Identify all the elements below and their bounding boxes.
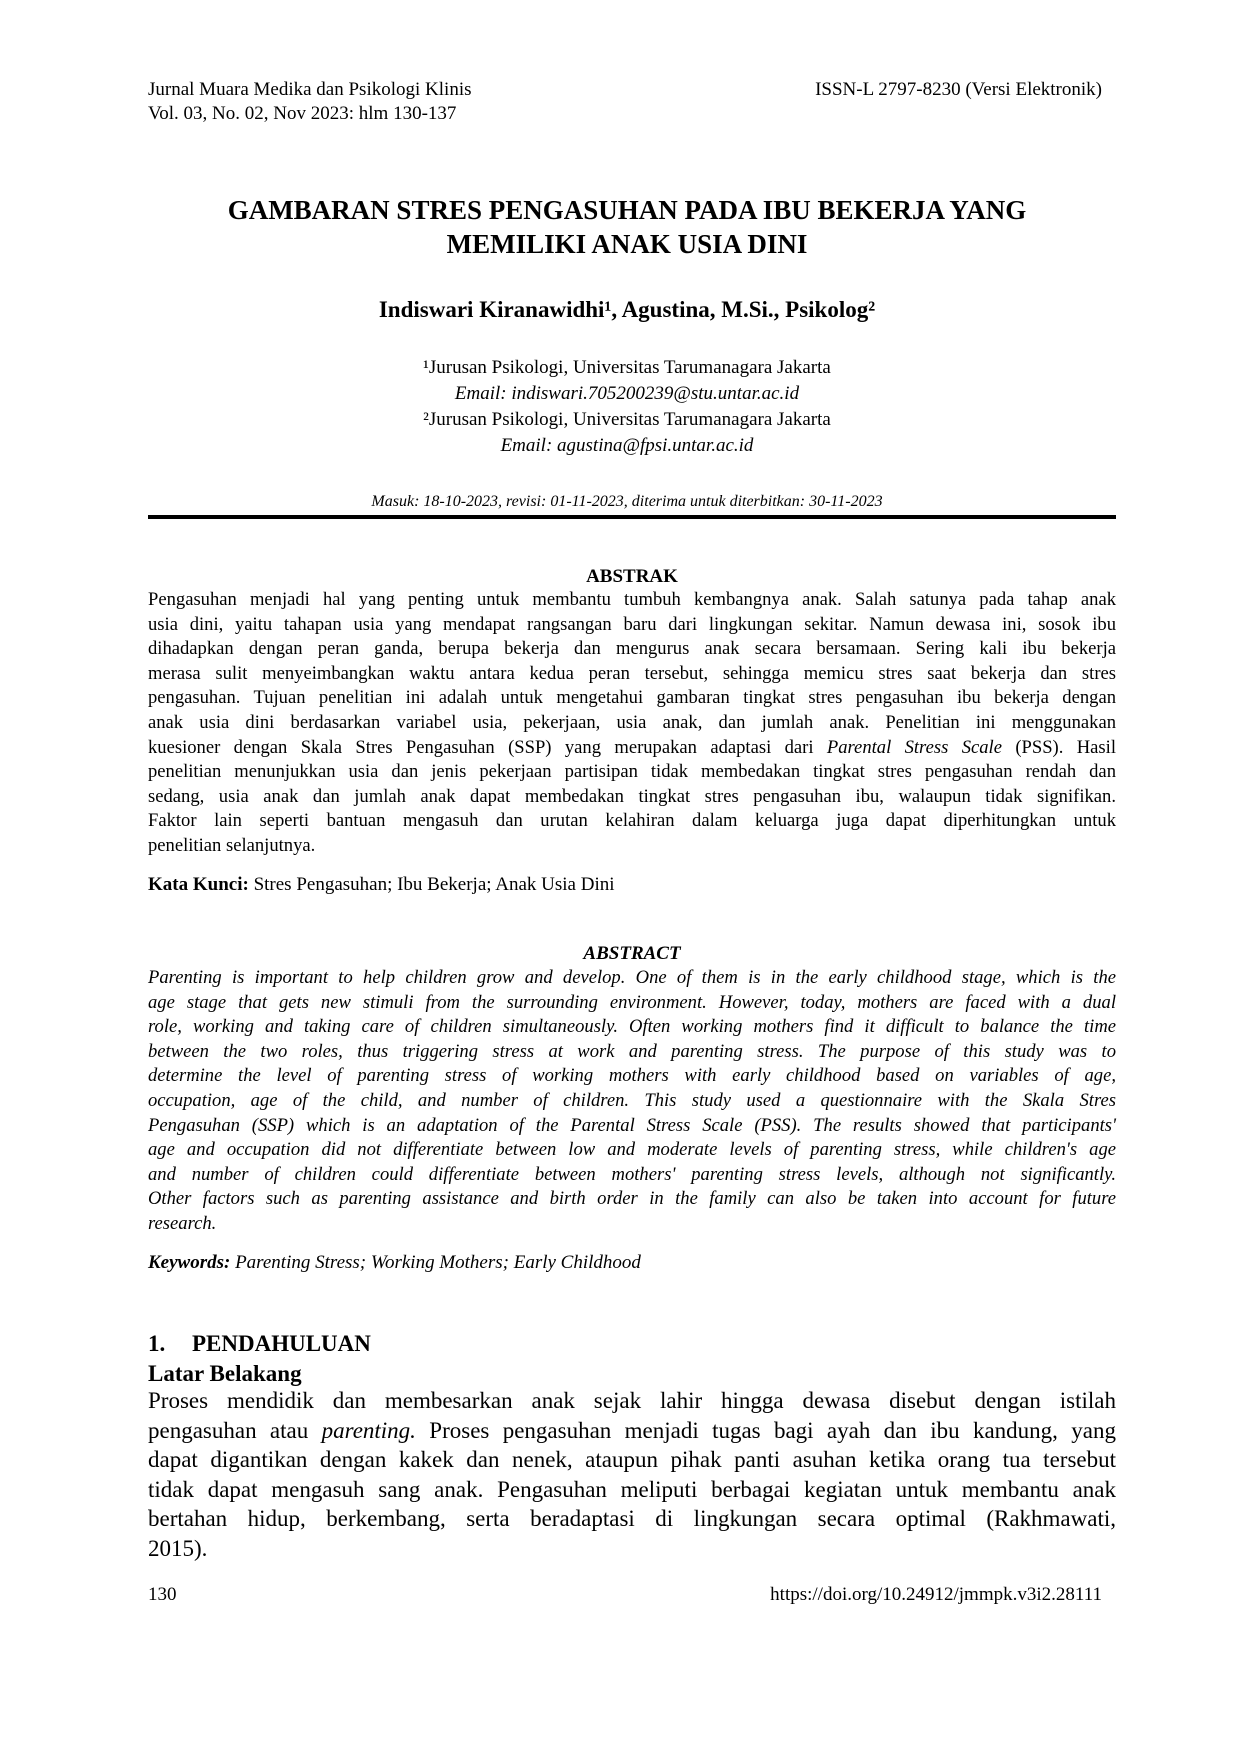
body-line: Proses mendidik dan membesarkan anak sejak lahir hingga dewasa disebut dengan istilah (148, 1388, 1116, 1413)
abstrak-line: sedang, usia anak dan jumlah anak dapat membedakan tingkat stres pengasuhan ibu, walaupun tidak signifikan. (148, 785, 1116, 807)
affiliations (148, 355, 1106, 459)
body-line: bertahan hidup, berkembang, serta beradaptasi di lingkungan secara optimal (Rakhmawati, (148, 1506, 1116, 1531)
abstract-line: occupation, age of the child, and number of children. This study used a questionnaire with the Skala Stres (148, 1089, 1116, 1111)
abstrak-line: penelitian menunjukkan usia dan jenis pekerjaan partisipan tidak membedakan tingkat stres pengasuhan rendah dan (148, 761, 1116, 783)
email-2: Email: agustina@fpsi.untar.ac.id (500, 435, 754, 456)
paper-title-line-2: MEMILIKI ANAK USIA DINI (446, 229, 808, 259)
abstract-line: Parenting is important to help children grow and develop. One of them is in the early childhood stage, which is the (148, 967, 1116, 988)
body-line: dapat digantikan dengan kakek dan nenek, ataupun pihak panti asuhan ketika orang tua tersebut (148, 1447, 1116, 1472)
running-header-left (148, 78, 472, 126)
abstract-line: age and occupation did not differentiate between low and moderate levels of parenting stress, while children's age (148, 1139, 1116, 1161)
body-line: 2015). (148, 1535, 208, 1561)
journal-name: Jurnal Muara Medika dan Psikologi Klinis (148, 79, 472, 100)
section-title: PENDAHULUAN (192, 1331, 371, 1356)
affiliation-2: ²Jurusan Psikologi, Universitas Tarumanagara Jakarta (423, 409, 831, 430)
kata-kunci (148, 873, 615, 897)
issn: ISSN-L 2797-8230 (Versi Elektronik) (815, 79, 1102, 100)
subsection-heading: Latar Belakang (148, 1361, 302, 1386)
section-number: 1. (148, 1331, 166, 1356)
paper-title-line-1: GAMBARAN STRES PENGASUHAN PADA IBU BEKERJA YANG (227, 195, 1027, 225)
abstract-line: Pengasuhan (SSP) which is an adaptation of the Parental Stress Scale (PSS). The results showed that participants' (148, 1114, 1116, 1136)
body-line-text: pengasuhan atau (148, 1417, 322, 1443)
abstract-text (148, 966, 1116, 1237)
abstrak-line: usia dini, yaitu tahapan usia yang mendapat rangsangan baru dari lingkungan sekitar. Namun dewasa ini, sosok ibu (148, 613, 1116, 635)
email-1: Email: indiswari.705200239@stu.untar.ac.id (454, 383, 800, 404)
affiliation-1: ¹Jurusan Psikologi, Universitas Tarumanagara Jakarta (423, 357, 831, 378)
abstrak-scale-name: Parental Stress Scale (826, 736, 1002, 758)
abstrak-line: dihadapkan dengan peran ganda, berupa bekerja dan mengurus anak secara bersamaan. Sering kali ibu bekerja (148, 638, 1116, 660)
section-heading (148, 1330, 371, 1358)
abstrak-line: anak usia dini berdasarkan variabel usia, pekerjaan, usia anak, dan jumlah anak. Penelitian ini menggunakan (148, 711, 1116, 733)
body-term-parenting: parenting. (321, 1417, 416, 1443)
journal-volume: Vol. 03, No. 02, Nov 2023: hlm 130-137 (148, 103, 457, 124)
abstrak-line: Pengasuhan menjadi hal yang penting untuk membantu tumbuh kembangnya anak. Salah satunya pada tahap anak (148, 589, 1116, 610)
abstract-line: determine the level of parenting stress of working mothers with early childhood based on variables of age, (148, 1065, 1116, 1087)
abstrak-line-text: kuesioner dengan Skala Stres Pengasuhan (SSP) yang merupakan adaptasi dari (148, 736, 827, 758)
abstract-heading: ABSTRACT (583, 943, 681, 964)
body-line-text: Proses pengasuhan menjadi tugas bagi ayah dan ibu kandung, yang (415, 1417, 1116, 1443)
abstract-line: role, working and taking care of children simultaneously. Often working mothers find it difficult to balance the time (148, 1016, 1116, 1038)
header-rule (148, 515, 1116, 519)
keywords (148, 1251, 641, 1275)
abstract-line: age stage that gets new stimuli from the surrounding environment. However, today, mothers are faced with a dual (148, 991, 1116, 1013)
abstrak-line: Faktor lain seperti bantuan mengasuh dan urutan kelahiran dalam keluarga juga dapat diperhitungkan untuk (148, 810, 1116, 832)
body-paragraph (148, 1386, 1116, 1563)
body-line (148, 1416, 1116, 1446)
abstrak-text (148, 588, 1116, 859)
abstract-line: research. (148, 1212, 217, 1234)
abstrak-heading: ABSTRAK (586, 566, 678, 587)
page-number: 130 (148, 1584, 177, 1605)
abstract-line: Other factors such as parenting assistance and birth order in the family can also be taken into account for future (148, 1188, 1116, 1210)
abstrak-line: pengasuhan. Tujuan penelitian ini adalah untuk mengetahui gambaran tingkat stres pengasuhan ibu bekerja dengan (148, 687, 1116, 709)
abstrak-line-text: (PSS). Hasil (1001, 736, 1116, 758)
submission-dates: Masuk: 18-10-2023, revisi: 01-11-2023, diterima untuk diterbitkan: 30-11-2023 (371, 493, 883, 510)
abstrak-line: merasa sulit menyeimbangkan waktu antara kedua peran tersebut, sehingga memicu stres saat bekerja dan stres (148, 662, 1116, 684)
abstract-line: and number of children could differentiate between mothers' parenting stress levels, although not significantly. (148, 1163, 1116, 1185)
body-line: tidak dapat mengasuh sang anak. Pengasuhan meliputi berbagai kegiatan untuk membantu anak (148, 1476, 1116, 1502)
abstrak-line: penelitian selanjutnya. (148, 834, 316, 856)
kata-kunci-label: Kata Kunci: (148, 874, 249, 895)
abstrak-line (148, 736, 1116, 761)
keywords-label: Keywords: (148, 1252, 231, 1273)
paper-title (148, 193, 1106, 261)
author-list: Indiswari Kiranawidhi¹, Agustina, M.Si., Psikolog² (378, 297, 876, 322)
keywords-text: Parenting Stress; Working Mothers; Early Childhood (230, 1252, 641, 1273)
kata-kunci-text: Stres Pengasuhan; Ibu Bekerja; Anak Usia Dini (248, 874, 615, 895)
doi-link[interactable]: https://doi.org/10.24912/jmmpk.v3i2.28111 (770, 1584, 1102, 1605)
abstract-line: between the two roles, thus triggering stress at work and parenting stress. The purpose of this study was to (148, 1040, 1116, 1062)
